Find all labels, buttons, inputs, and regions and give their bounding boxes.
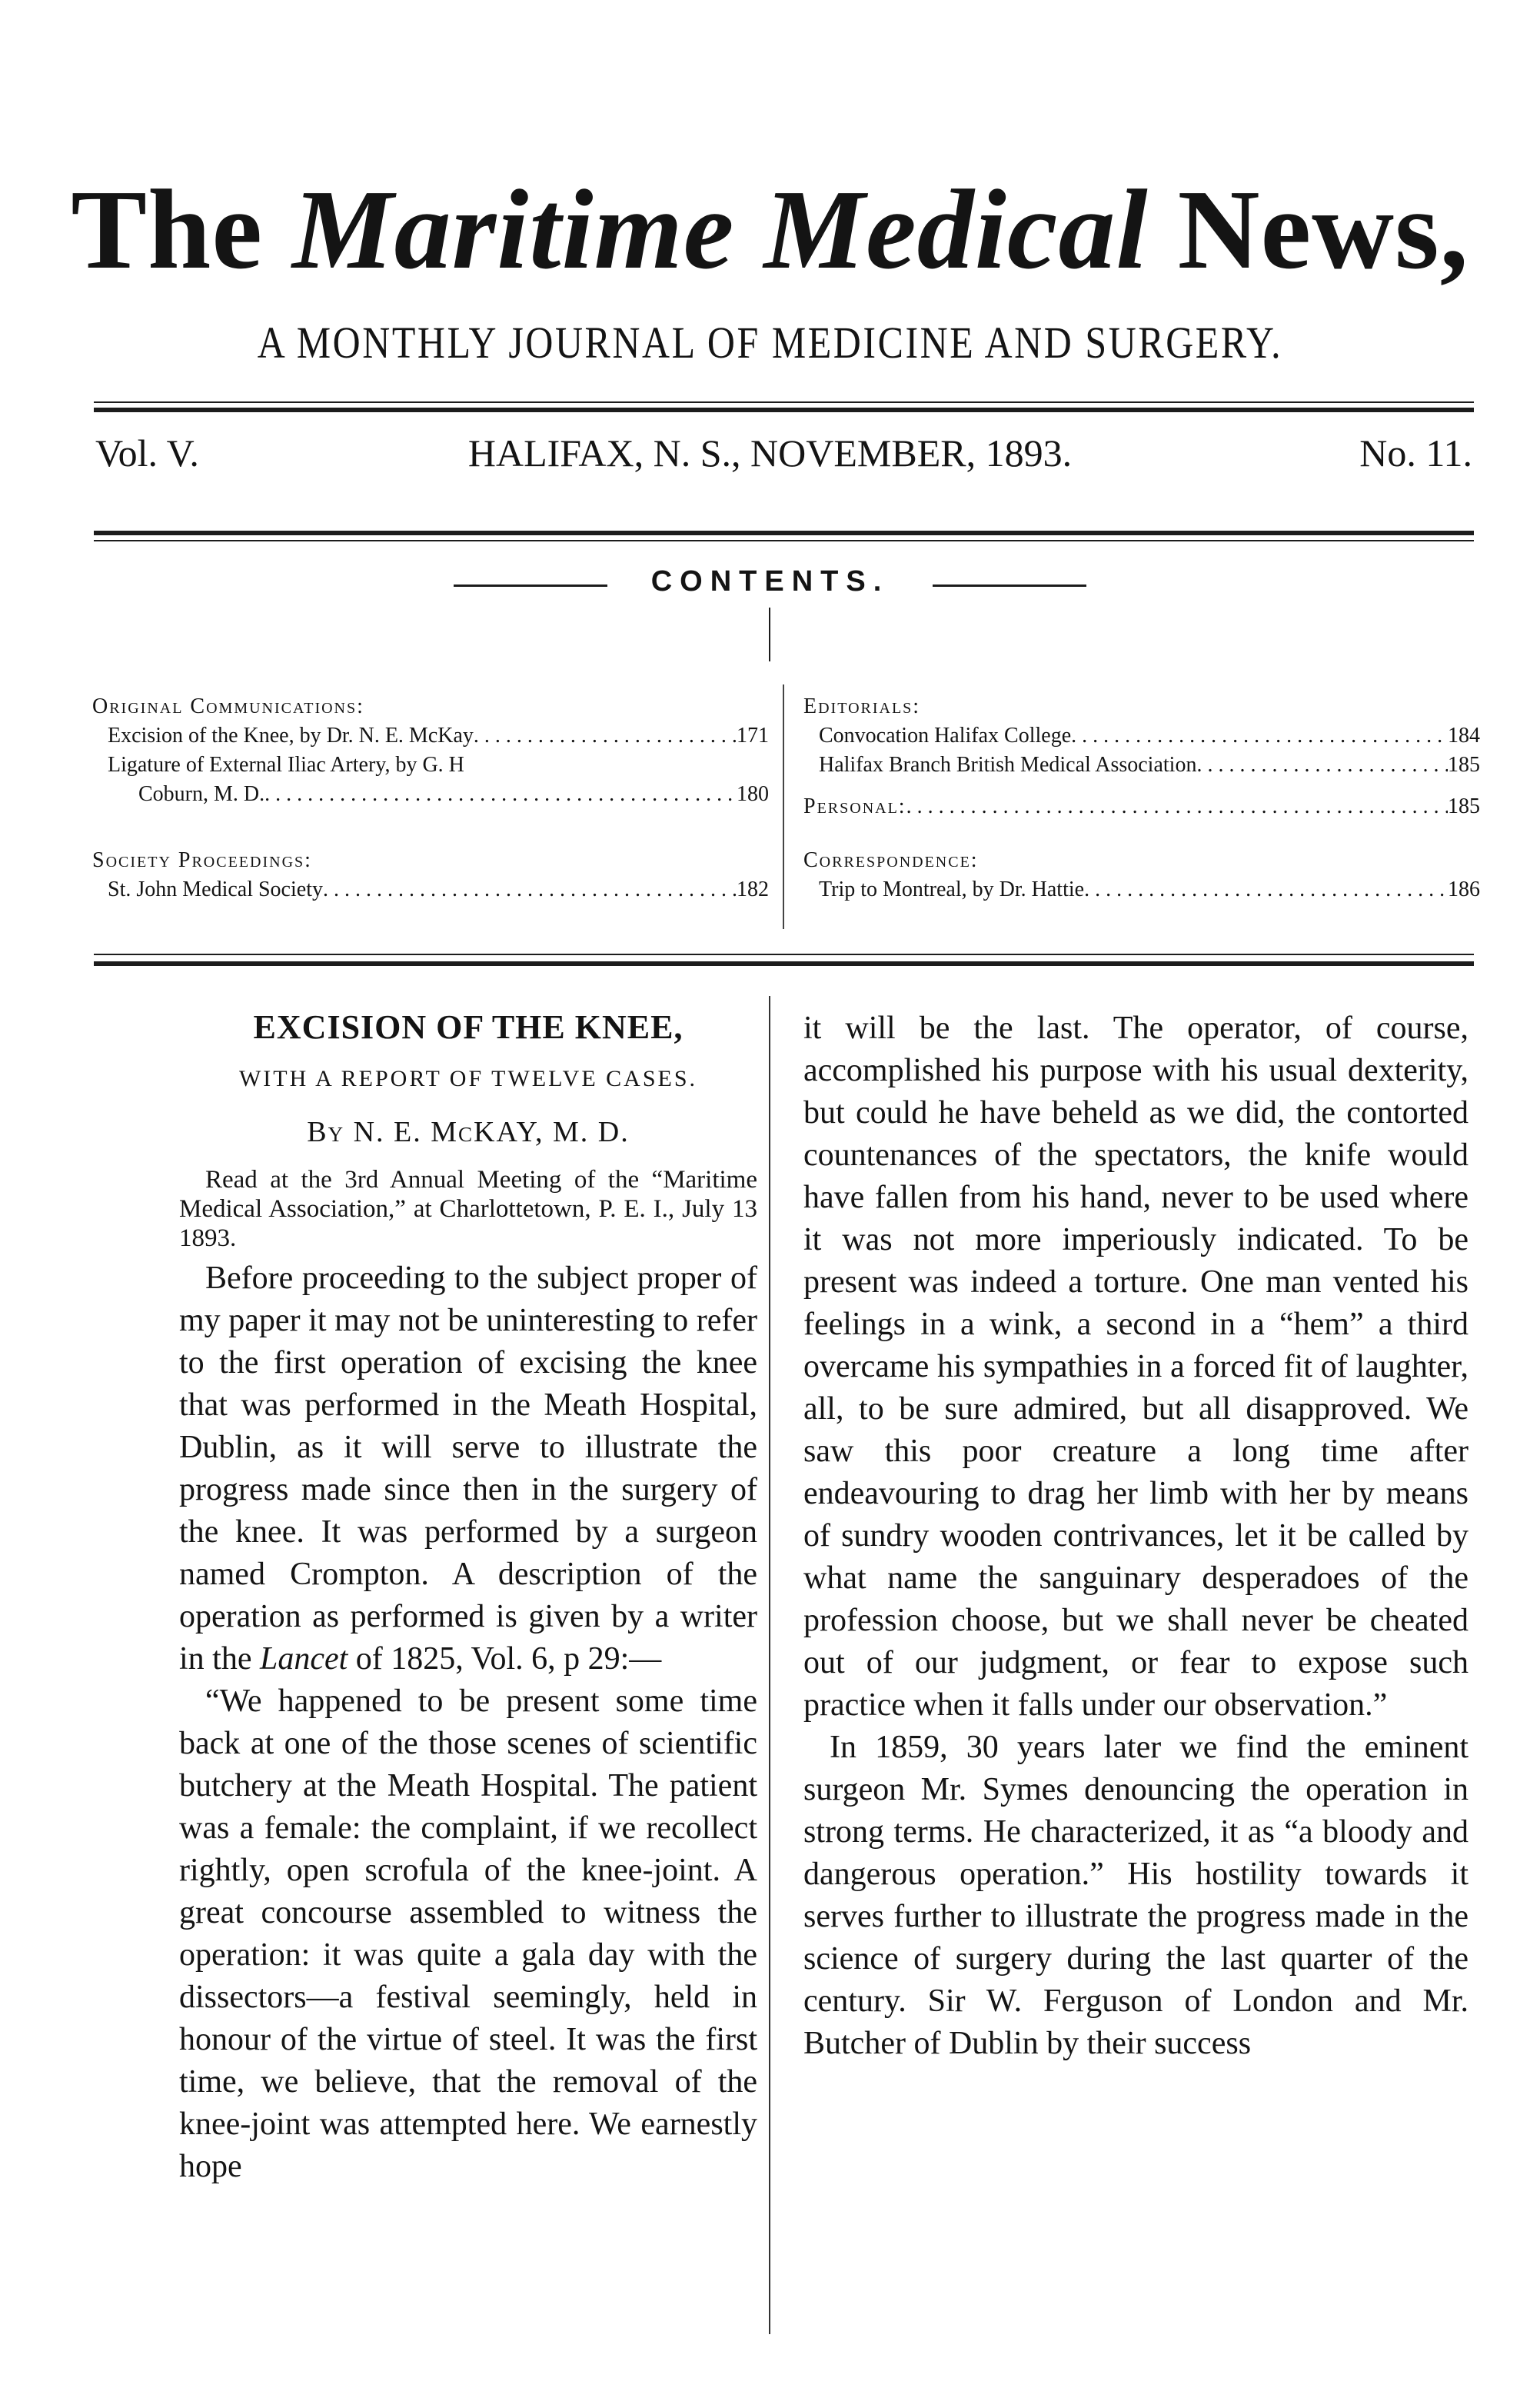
article-read-note: Read at the 3rd Annual Meeting of the “Maritime Medical Association,” at Charlottetown, P. E. I., July 13 1893. — [179, 1166, 757, 1252]
toc-leader — [1084, 875, 1448, 904]
title-word-medical: Medical — [763, 167, 1149, 293]
toc-entry-title: Coburn, M. D. — [138, 782, 265, 806]
contents-heading: CONTENTS. — [650, 565, 890, 598]
toc-section-personal: Personal: — [803, 794, 906, 818]
toc-entry — [92, 780, 769, 809]
toc-leader — [474, 721, 737, 751]
toc-entry-page: 185 — [1448, 753, 1480, 777]
contents-rule-thin — [94, 954, 1474, 955]
title-word-news: News, — [1177, 167, 1469, 293]
paragraph-text: Before proceeding to the subject proper of my paper it may not be uninteresting to refer to the first operation of excising the knee that was performed in the Meath Hospital, Dublin, as it will serve to illustrate the progress made since then in the surgery of the knee. It was performed by a surgeon named Crompton. A description of the operation as performed is given by a writer in the — [179, 1261, 757, 1677]
journal-title — [0, 167, 1540, 293]
article-column-right — [803, 1007, 1468, 2065]
toc-entry-page: 186 — [1448, 878, 1480, 901]
toc-entry-page: 184 — [1448, 724, 1480, 748]
toc-entry — [803, 792, 1480, 821]
toc-entry — [803, 875, 1480, 904]
article-title: EXCISION OF THE KNEE, — [253, 1008, 684, 1046]
article-paragraph: “We happened to be present some time back at one of the those scenes of scientific butchery at the Meath Hospital. The patient was a female: the complaint, if we recollect rightly, open scrofula of the knee-joint. A great concourse assembled to witness the operation: it was quite a gala day with the dissectors—a festival seemingly, held in honour of the virtue of steel. It was the first time, we believe, that the removal of the knee-joint was attempted here. We earnestly hope — [179, 1684, 757, 2184]
article-subtitle: WITH A REPORT OF TWELVE CASES. — [238, 1066, 698, 1091]
toc-entry-title: Convocation Halifax College — [819, 724, 1072, 748]
paragraph-text: of 1825, Vol. 6, p 29:— — [355, 1641, 662, 1677]
toc-entry-title: Halifax Branch British Medical Association — [819, 753, 1197, 777]
article-column-left — [179, 1257, 757, 2188]
toc-entry-title: Excision of the Knee, by Dr. N. E. McKay — [108, 724, 474, 748]
journal-subtitle: A MONTHLY JOURNAL OF MEDICINE AND SURGERY. — [257, 318, 1283, 368]
contents-ornament-right — [933, 585, 1086, 587]
toc-entry-title: St. John Medical Society — [108, 878, 323, 901]
toc-entry-title: Ligature of External Iliac Artery, by G. H — [108, 753, 464, 777]
toc-entry-page: 180 — [737, 782, 769, 806]
issue-place-date: HALIFAX, N. S., NOVEMBER, 1893. — [467, 431, 1073, 475]
issue-rule-thick — [94, 531, 1474, 535]
issue-number: No. 11. — [1359, 431, 1472, 475]
toc-entry — [92, 721, 769, 751]
toc-entry-page: 171 — [737, 724, 769, 748]
toc-entry — [803, 721, 1480, 751]
title-word-maritime: Maritime — [292, 167, 735, 293]
journal-name-lancet: Lancet — [259, 1641, 348, 1677]
toc-leader — [906, 792, 1448, 821]
toc-entry — [803, 751, 1480, 780]
toc-leader — [1071, 721, 1448, 751]
toc-entry-page: 185 — [1448, 794, 1480, 818]
toc-leader — [264, 780, 737, 809]
contents-column-divider — [783, 684, 784, 929]
toc-section-correspondence: Correspondence: — [803, 848, 979, 872]
article-byline: By N. E. McKAY, M. D. — [307, 1116, 630, 1148]
issue-rule-thin — [94, 540, 1474, 541]
title-word-the: The — [71, 167, 264, 293]
masthead-rule-thick — [94, 408, 1474, 412]
toc-section-society: Society Proceedings: — [92, 848, 312, 872]
article-column-divider — [769, 996, 770, 2334]
masthead-rule-thin — [94, 401, 1474, 403]
toc-section-editorials: Editorials: — [803, 694, 921, 718]
toc-entry-title: Trip to Montreal, by Dr. Hattie — [819, 878, 1085, 901]
contents-left-column — [92, 692, 769, 904]
article-paragraph: it will be the last. The operator, of course, accomplished his purpose with his usual dexterity, but could he have beheld as we did, the contorted countenances of the spectators, the knife would have fallen from his hand, never to be used where it was not more imperiously indicated. To be present was indeed a torture. One man vented his feelings in a wink, a second in a “hem” a third overcame his sympathies in a forced fit of laughter, all, to be sure admired, but all disapproved. We saw this poor creature a long time after endeavouring to drag her limb with her by means of sundry wooden contrivances, let it be called by what name the sanguinary desperadoes of the profession choose, but we shall never be cheated out of our judgment, or fear to expose such practice when it falls under our observation.” — [803, 1011, 1468, 1723]
toc-entry-page: 182 — [737, 878, 769, 901]
toc-section-original: Original Communications: — [92, 694, 364, 718]
contents-ornament-stem — [769, 608, 770, 661]
issue-volume: Vol. V. — [95, 431, 199, 475]
toc-leader — [323, 875, 737, 904]
contents-right-column — [803, 692, 1480, 904]
article-paragraph: In 1859, 30 years later we find the eminent surgeon Mr. Symes denouncing the operation in strong terms. He characterized, it as “a bloody and dangerous operation.” His hostility towards it serves further to illustrate the progress made in the science of surgery during the last quarter of the century. Sir W. Ferguson of London and Mr. Butcher of Dublin by their success — [803, 1730, 1468, 2061]
toc-entry — [92, 875, 769, 904]
contents-rule-thick — [94, 961, 1474, 966]
toc-leader — [1196, 751, 1448, 780]
article-paragraph — [179, 1257, 757, 1680]
